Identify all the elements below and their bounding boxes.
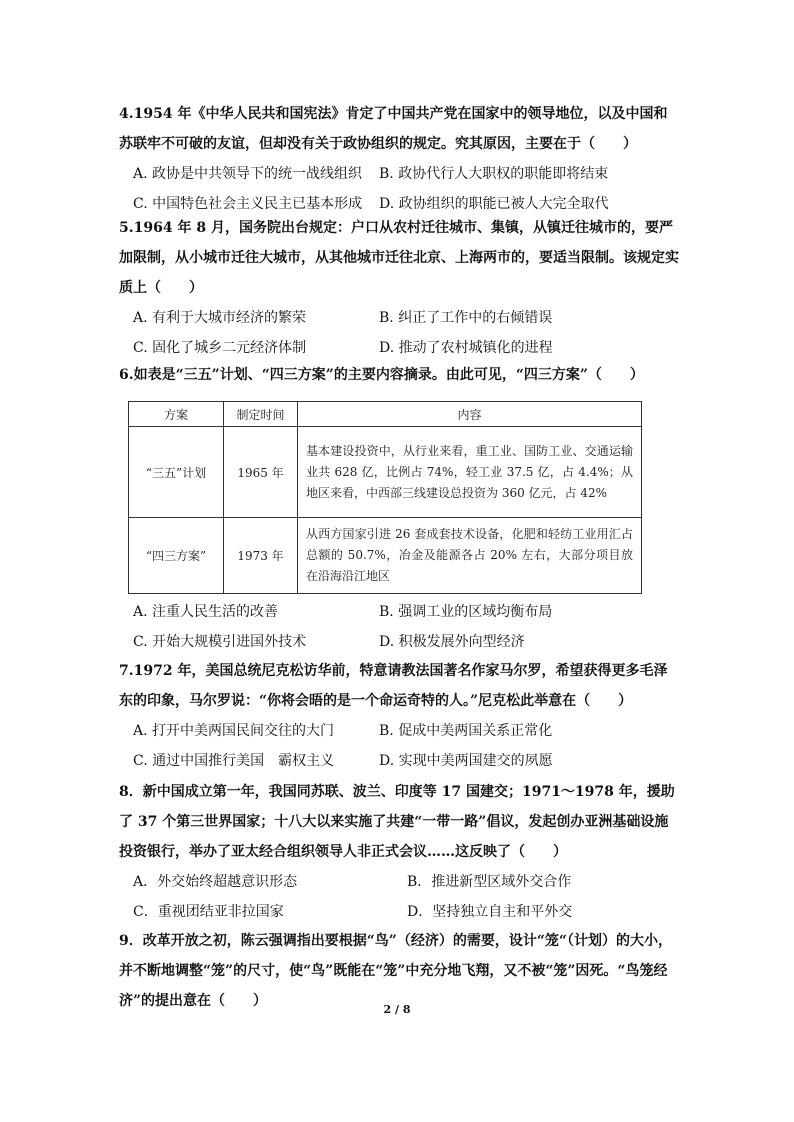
option-b[interactable]: B. 政协代行人大职权的职能即将结束 xyxy=(379,166,609,182)
plan-comparison-table xyxy=(128,401,642,594)
option-a[interactable]: A. 有利于大城市经济的繁荣 xyxy=(133,310,307,326)
option-c[interactable]: C. 中国特色社会主义民主已基本形成 xyxy=(133,196,363,212)
option-d[interactable]: D. 政协组织的职能已被人大完全取代 xyxy=(379,196,609,212)
plan-content: 从西方国家引进 26 套成套技术设备，化肥和轻纺工业用汇占总额的 50.7%，冶金及能源各占 20% 左右，大部分项目放在沿海沿江地区 xyxy=(298,518,642,594)
option-c[interactable]: C. 开始大规模引进国外技术 xyxy=(133,634,307,650)
plan-year: 1973 年 xyxy=(224,518,298,594)
option-a[interactable]: A. 打开中美两国民间交往的大门 xyxy=(133,723,335,739)
table-header: 方案 xyxy=(129,402,224,427)
page-number: 2 / 8 xyxy=(383,1003,411,1016)
question-8 xyxy=(119,777,679,927)
question-4 xyxy=(119,99,679,219)
table-header: 内容 xyxy=(298,402,642,427)
options xyxy=(119,716,679,776)
options xyxy=(119,597,679,657)
question-5 xyxy=(119,213,679,363)
question-stem: 5.1964 年 8 月，国务院出台规定：户口从农村迁往城市、集镇，从镇迁往城市的，要严加限制，从小城市迁往大城市，从其他城市迁往北京、上海两市的，要适当限制。该规定实质上（ ） xyxy=(119,220,679,296)
option-b[interactable]: B. 纠正了工作中的右倾错误 xyxy=(379,310,553,326)
question-6 xyxy=(119,360,679,390)
plan-name: “三五”计划 xyxy=(129,427,224,518)
options xyxy=(119,159,679,219)
options xyxy=(119,867,679,927)
option-d[interactable]: D. 实现中美两国建交的夙愿 xyxy=(379,753,553,769)
table-row xyxy=(129,427,642,518)
option-c[interactable]: C. 通过中国推行美国 霸权主义 xyxy=(133,753,335,769)
option-c[interactable]: C. 固化了城乡二元经济体制 xyxy=(133,340,307,356)
options xyxy=(119,303,679,363)
option-b[interactable]: B．推进新型区域外交合作 xyxy=(407,874,572,890)
question-stem: 6.如表是“三五”计划、“四三方案”的主要内容摘录。由此可见，“四三方案”（ ） xyxy=(119,367,644,383)
option-b[interactable]: B. 强调工业的区域均衡布局 xyxy=(379,604,553,620)
question-stem: 4.1954 年《中华人民共和国宪法》肯定了中国共产党在国家中的领导地位，以及中国和苏联牢不可破的友谊，但却没有关于政协组织的规定。究其原因，主要在于（ ） xyxy=(119,106,668,152)
option-d[interactable]: D．坚持独立自主和平外交 xyxy=(407,904,573,920)
table-header: 制定时间 xyxy=(224,402,298,427)
table-row xyxy=(129,518,642,594)
option-d[interactable]: D. 积极发展外向型经济 xyxy=(379,634,525,650)
option-c[interactable]: C．重视团结亚非拉国家 xyxy=(133,904,284,920)
plan-name: “四三方案” xyxy=(129,518,224,594)
plan-year: 1965 年 xyxy=(224,427,298,518)
question-stem: 9．改革开放之初，陈云强调指出要根据“鸟”（经济）的需要，设计“笼“（计划）的大小，并不断地调整“笼”的尺寸，使“鸟”既能在“笼”中充分地飞翔，又不被“笼”因死。“鸟笼经济”的提出意在（ ） xyxy=(119,933,672,1009)
option-b[interactable]: B. 促成中美两国关系正常化 xyxy=(379,723,553,739)
option-d[interactable]: D. 推动了农村城镇化的进程 xyxy=(379,340,553,356)
question-stem: 7.1972 年，美国总统尼克松访华前，特意请教法国著名作家马尔罗，希望获得更多毛泽东的印象，马尔罗说：“你将会晤的是一个命运奇特的人。”尼克松此举意在（ ） xyxy=(119,663,668,709)
option-a[interactable]: A. 注重人民生活的改善 xyxy=(133,604,279,620)
plan-content: 基本建设投资中，从行业来看，重工业、国防工业、交通运输业共 628 亿，比例占 74%，轻工业 37.5 亿，占 4.4%；从地区来看，中西部三线建设总投资为 360 亿元，占 42% xyxy=(298,427,642,518)
question-stem: 8．新中国成立第一年，我国同苏联、波兰、印度等 17 国建交；1971～1978 年，援助了 37 个第三世界国家；十八大以来实施了共建“一带一路”倡议，发起创办亚洲基础设施投资银行，举办了亚太经合组织领导人非正式会议……这反映了（ ） xyxy=(119,784,675,860)
option-a[interactable]: A．外交始终超越意识形态 xyxy=(133,874,298,890)
question-6-options xyxy=(119,597,679,657)
table-header-row xyxy=(129,402,642,427)
question-7 xyxy=(119,656,679,776)
option-a[interactable]: A. 政协是中共领导下的统一战线组织 xyxy=(133,166,363,182)
